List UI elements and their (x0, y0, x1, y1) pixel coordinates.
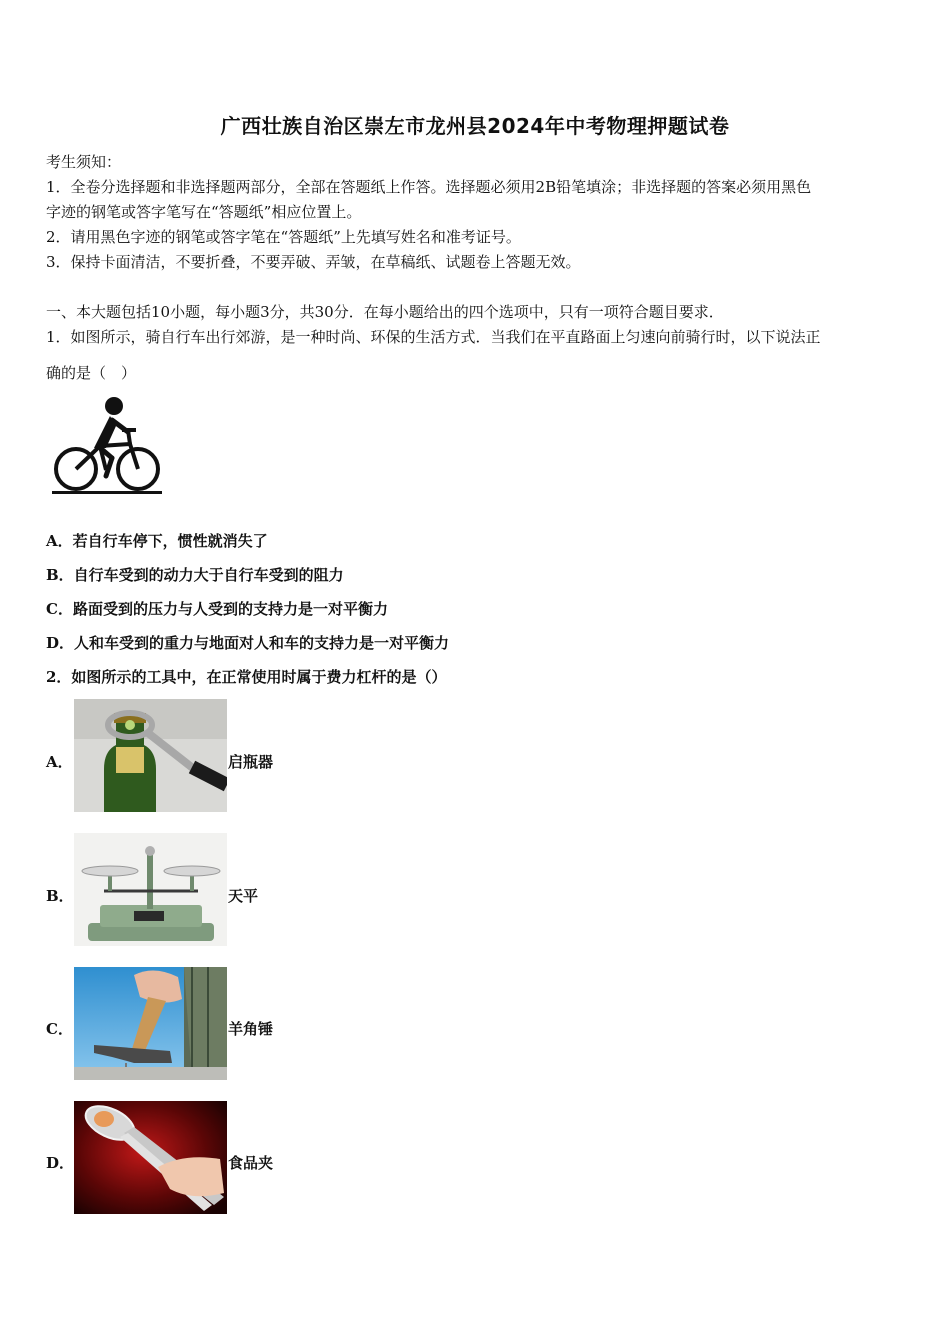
notice-item-3: 3．保持卡面清洁，不要折叠，不要弄破、弄皱，在草稿纸、试题卷上答题无效。 (46, 253, 581, 271)
q2-option-b-label: 天平 (228, 887, 259, 905)
q2-option-a-label: 启瓶器 (228, 753, 274, 771)
q2-option-d-letter: D． (46, 1154, 75, 1172)
q2-option-c-label: 羊角锤 (228, 1020, 274, 1038)
notice-item-2: 2．请用黑色字迹的钢笔或答字笔在“答题纸”上先填写姓名和准考证号。 (46, 228, 521, 246)
claw-hammer-image (74, 967, 227, 1080)
bottle-opener-image (74, 699, 227, 812)
q2-option-d-label: 食品夹 (228, 1154, 274, 1172)
notice-item-1-line-2: 字迹的钢笔或答字笔写在“答题纸”相应位置上。 (46, 203, 362, 221)
q1-option-d: D．人和车受到的重力与地面对人和车的支持力是一对平衡力 (46, 634, 450, 652)
balance-scale-image (74, 833, 227, 946)
food-tongs-image (74, 1101, 227, 1214)
question-1-stem-line-1: 1．如图所示，骑自行车出行郊游，是一种时尚、环保的生活方式．当我们在平直路面上匀速向前骑行时，以下说法正 (46, 328, 821, 346)
question-2-stem: 2．如图所示的工具中，在正常使用时属于费力杠杆的是（） (46, 668, 447, 686)
question-1-stem-line-2: 确的是（ ） (46, 364, 137, 382)
q2-option-c-letter: C． (46, 1020, 73, 1038)
q1-option-a: A．若自行车停下，惯性就消失了 (46, 532, 268, 550)
section-1-header: 一、本大题包括10小题，每小题3分，共30分．在每小题给出的四个选项中，只有一项符合题目要求． (46, 303, 724, 321)
q2-option-b-letter: B． (46, 887, 74, 905)
page-title: 广西壮族自治区崇左市龙州县2024年中考物理押题试卷 (220, 114, 730, 138)
cyclist-figure (50, 396, 164, 496)
notice-heading: 考生须知： (46, 153, 122, 171)
q1-option-b: B．自行车受到的动力大于自行车受到的阻力 (46, 566, 344, 584)
notice-item-1-line-1: 1．全卷分选择题和非选择题两部分，全部在答题纸上作答。选择题必须用2B铅笔填涂；非选择题的答案必须用黑色 (46, 178, 812, 196)
q1-option-c: C．路面受到的压力与人受到的支持力是一对平衡力 (46, 600, 388, 618)
q2-option-a-letter: A． (46, 753, 73, 771)
